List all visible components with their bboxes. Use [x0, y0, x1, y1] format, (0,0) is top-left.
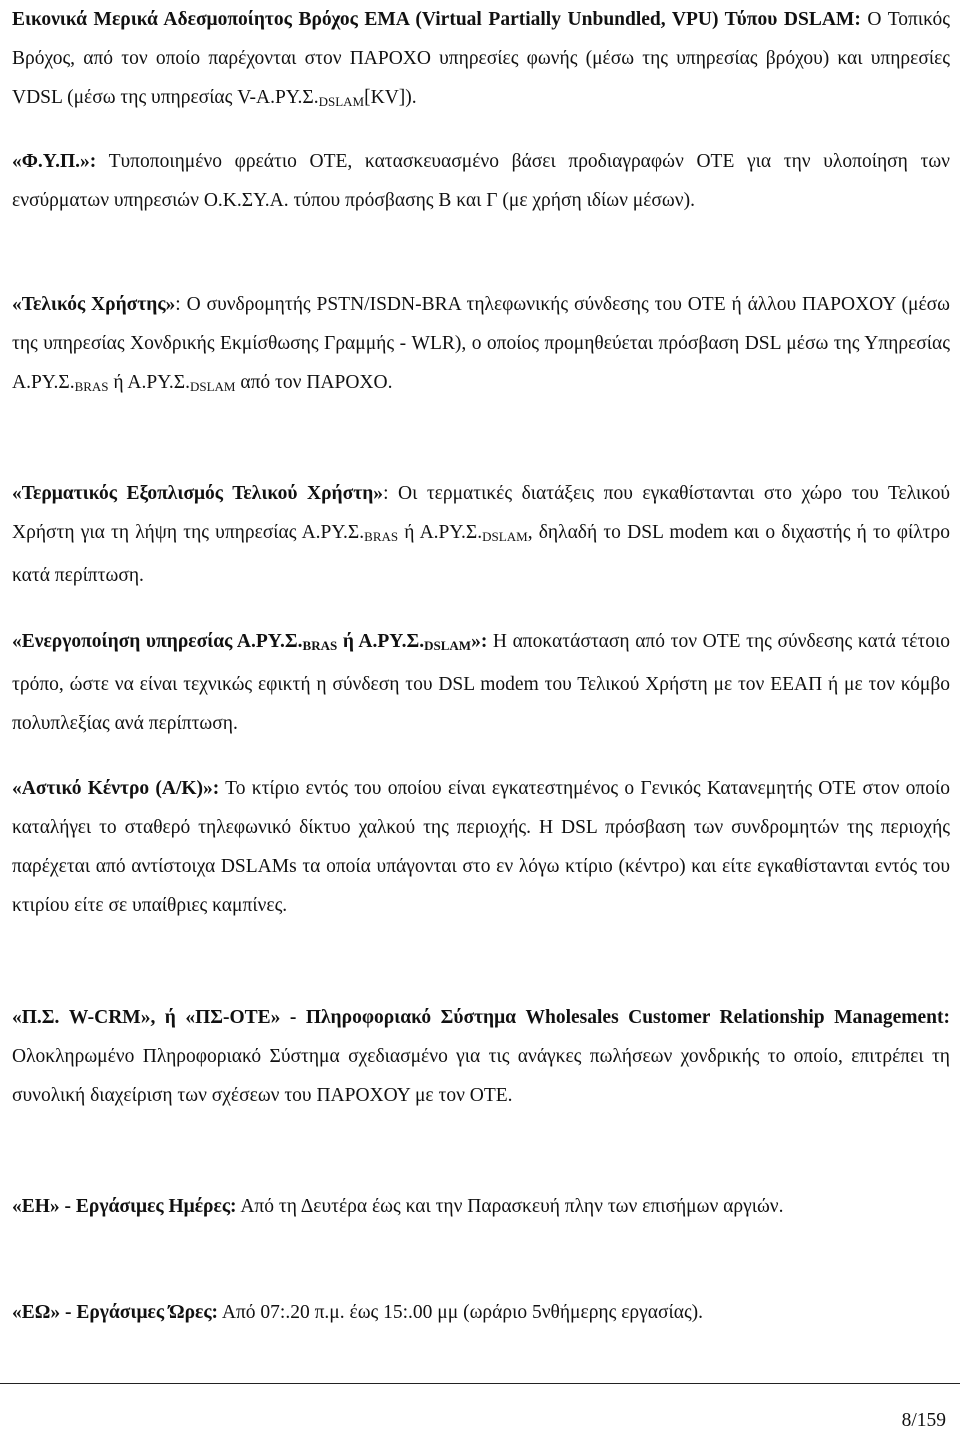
definition-term: «ΕΗ» - Εργάσιμες Ημέρες: — [12, 1196, 237, 1217]
subscript: DSLAM — [189, 379, 236, 394]
definition-working-days — [12, 1187, 950, 1226]
definition-vpu — [12, 0, 950, 121]
subscript: DSLAM — [424, 638, 472, 653]
subscript: BRAS — [74, 379, 109, 394]
definition-text: ή Α.ΡΥ.Σ. — [398, 522, 483, 543]
subscript: BRAS — [302, 638, 338, 653]
definition-fyp — [12, 142, 950, 220]
definition-term: »: — [471, 631, 488, 652]
definition-term: «Αστικό Κέντρο (Α/Κ)»: — [12, 778, 220, 799]
definition-w-crm — [12, 998, 950, 1115]
definition-text: από τον ΠΑΡΟΧΟ. — [235, 372, 393, 393]
definition-text: Τυποποιημένο φρεάτιο ΟΤΕ, κατασκευασμένο βάσει προδιαγραφών ΟΤΕ για την υλοποίηση των ενσύρματων υπηρεσιών Ο.Κ.ΣΥ.Α. τύπου πρόσβασης Β και Γ (με χρήση ιδίων μέσων). — [12, 151, 950, 211]
footer-divider — [0, 1383, 960, 1384]
definition-working-hours — [12, 1293, 950, 1332]
definition-text: Από 07:.20 π.μ. έως 15:.00 μμ (ωράριο 5νθήμερης εργασίας). — [218, 1302, 704, 1323]
definition-text: : Ο συνδρομητής PSTN/ISDN-BRA τηλεφωνικής σύνδεσης του ΟΤΕ ή άλλου ΠΑΡΟΧΟΥ (μέσω της υπηρεσίας Χονδρικής Εκμίσθωσης Γραμμής - WLR), ο οποίος προμηθεύεται πρόσβαση DSL μέσω της Υπηρεσίας Α.ΡΥ.Σ. — [12, 294, 950, 393]
definition-text: Ολοκληρωμένο Πληροφοριακό Σύστημα σχεδιασμένο για τις ανάγκες πωλήσεων χονδρικής το οποίο, επιτρέπει τη συνολική διαχείριση των σχέσεων του ΠΑΡΟΧΟΥ με τον ΟΤΕ. — [12, 1046, 950, 1106]
subscript: DSLAM — [318, 94, 365, 109]
definition-text: , δηλαδή το DSL modem και ο διχαστής ή το φίλτρο κατά περίπτωση. — [12, 522, 950, 586]
subscript: BRAS — [364, 529, 399, 544]
page-number: 8/159 — [901, 1410, 946, 1431]
definition-text: ή Α.ΡΥ.Σ. — [108, 372, 190, 393]
definition-term: «Τερματικός Εξοπλισμός Τελικού Χρήστη» — [12, 483, 384, 504]
definition-service-activation — [12, 622, 950, 743]
definition-term: «Ενεργοποίηση υπηρεσίας Α.ΡΥ.Σ. — [12, 631, 303, 652]
definition-urban-center — [12, 769, 950, 925]
definition-term: ή Α.ΡΥ.Σ. — [337, 631, 425, 652]
definition-text: : Οι τερματικές διατάξεις που εγκαθίστανται στο χώρο του Τελικού Χρήστη για τη λήψη της υπηρεσίας Α.ΡΥ.Σ. — [12, 483, 950, 543]
definition-text: [KV]). — [364, 87, 417, 108]
definition-text: Το κτίριο εντός του οποίου είναι εγκατεστημένος ο Γενικός Κατανεμητής ΟΤΕ στον οποίο καταλήγει το σταθερό τηλεφωνικό δίκτυο χαλκού της περιοχής. Η DSL πρόσβαση των συνδρομητών της περιοχής παρέχεται από αντίστοιχα DSLAMs τα οποία υπάγονται στο εν λόγω κτίριο (κέντρο) και είτε εγκαθίστανται εντός του κτιρίου είτε σε υπαίθριες καμπίνες. — [12, 778, 950, 916]
definition-terminal-equipment — [12, 474, 950, 595]
definition-term: «ΕΩ» - Εργάσιμες Ώρες: — [12, 1302, 219, 1323]
definition-term: Εικονικά Μερικά Αδεσμοποίητος Βρόχος ΕΜΑ (Virtual Partially Unbundled, VPU) Τύπου DSLAM: — [12, 9, 861, 30]
subscript: DSLAM — [482, 529, 528, 544]
definition-text: Ο Τοπικός Βρόχος, από τον οποίο παρέχονται στον ΠΑΡΟΧΟ υπηρεσίες φωνής (μέσω της υπηρεσίας βρόχου) και υπηρεσίες VDSL (μέσω της υπηρεσίας V-Α.ΡΥ.Σ. — [12, 9, 950, 108]
definition-term: «Φ.Υ.Π.»: — [12, 151, 97, 172]
definition-end-user — [12, 285, 950, 406]
definition-term: «Π.Σ. W-CRM», ή «ΠΣ-ΟΤΕ» - Πληροφοριακό Σύστημα Wholesales Customer Relationship Management: — [12, 1007, 950, 1028]
definition-term: «Τελικός Χρήστης» — [12, 294, 176, 315]
definition-text: Από τη Δευτέρα έως και την Παρασκευή πλην των επισήμων αργιών. — [236, 1196, 784, 1217]
definition-text: Η αποκατάσταση από τον ΟΤΕ της σύνδεσης κατά τέτοιο τρόπο, ώστε να είναι τεχνικώς εφικτή η σύνδεση του DSL modem του Τελικού Χρήστη με τον ΕΕΑΠ ή με τον κόμβο πολυπλεξίας ανά περίπτωση. — [12, 631, 950, 734]
